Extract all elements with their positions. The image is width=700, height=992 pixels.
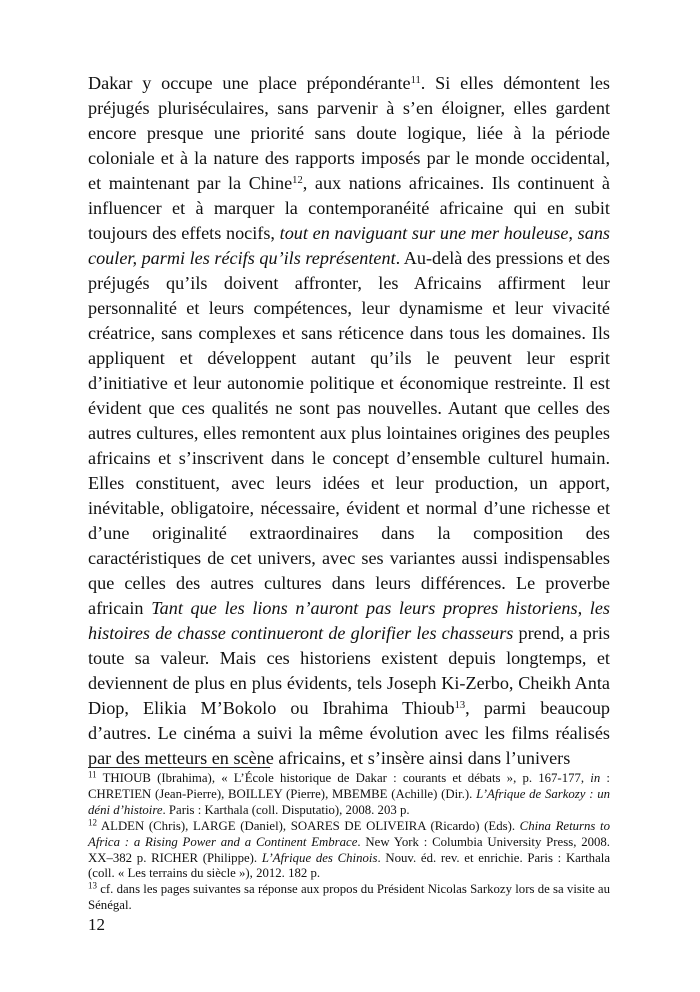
body-text-run: Dakar y occupe une place prépondérante (88, 73, 411, 93)
footnote-text: . Nouv. éd. rev. et enrichie. Paris : Karthala (coll. « Les terrains du siècle »), 2012. 182 p. (88, 850, 610, 881)
footnote-text: . Paris : Karthala (coll. Disputatio), 2008. 203 p. (162, 802, 410, 817)
body-text-run: , parmi beaucoup d’autres. Le cinéma a suivi la même évolution avec les films réalisés par des metteurs en scène africains, et s’insère ainsi dans l’univers (88, 698, 611, 768)
footnote-number: 12 (88, 817, 97, 828)
footnote-number: 11 (88, 769, 97, 780)
footnote-ref-11: 11 (410, 75, 421, 87)
footnote-13 (88, 882, 610, 914)
italic-proverb: Tant que les lions n’auront pas leurs propres historiens, les histoires de chasse continueront de glorifier les chasseurs (88, 598, 611, 643)
footnote-italic: L’Afrique des Chinois (261, 850, 378, 865)
footnote-ref-12: 12 (292, 175, 303, 187)
body-text-run: , aux nations africaines. Ils continuent à influencer et à marquer la contemporanéité africaine qui en subit toujours des effets nocifs, (88, 173, 610, 243)
body-paragraph (88, 71, 610, 771)
footnote-text: THIOUB (Ibrahima), « L’École historique de Dakar : courants et débats », p. 167-177, (96, 771, 591, 785)
body-text-run: . Si elles démontent les préjugés pluriséculaires, sans parvenir à s’en éloigner, elles gardent encore presque une priorité sans doute logique, liée à la période coloniale et à la nature des rapports imposés par le monde occidental, et maintenant par la Chine (88, 73, 610, 193)
footnotes (88, 771, 610, 914)
footnote-12 (88, 819, 610, 883)
footnote-italic: in (590, 771, 601, 785)
footnote-italic: China Returns to Africa : a Rising Power and a Continent Embrace (88, 818, 610, 849)
footnote-text: . New York : Columbia University Press, 2008. XX–382 p. RICHER (Philippe). (88, 834, 610, 865)
body-text-run: prend, a pris toute sa valeur. Mais ces historiens existent depuis longtemps, et deviennent de plus en plus évidents, tels Joseph Ki-Zerbo, Cheikh Anta Diop, Elikia M’Bokolo ou Ibrahima Thioub (88, 623, 611, 718)
page-number: 12 (88, 915, 105, 934)
body-text-run: . Au-delà des pressions et des préjugés qu’ils doivent affronter, les Africains affirment leur personnalité et leurs compétences, leur dynamisme et leur vivacité créatrice, sans complexes et sans réticence dans tous les domaines. Ils appliquent et développent autant qu’ils le peuvent leur esprit d’initiative et leur autonomie politique et économique restreinte. Il est évident que ces qualités ne sont pas nouvelles. Autant que celles des autres cultures, elles remontent aux plus lointaines origines des peuples africains et s’inscrivent dans le concept d’ensemble culturel humain. Elles constituent, avec leurs idées et leur production, un apport, inévitable, obligatoire, nécessaire, évident et normal d’une richesse et d’une originalité extraordinaires dans la composition des caractéristiques de cet univers, avec ses variantes aussi indispensables que celles des autres cultures dans leurs différences. Le proverbe africain (88, 248, 610, 618)
footnote-text: cf. dans les pages suivantes sa réponse aux propos du Président Nicolas Sarkozy lors de sa visite au Sénégal. (88, 882, 610, 913)
footnote-text: : CHRETIEN (Jean-Pierre), BOILLEY (Pierre), MBEMBE (Achille) (Dir.). (88, 771, 610, 801)
footnote-text: ALDEN (Chris), LARGE (Daniel), SOARES DE OLIVEIRA (Ricardo) (Eds). (96, 818, 520, 833)
footnote-italic: L’Afrique de Sarkozy : un déni d’histoire (88, 786, 610, 817)
footnote-separator (88, 767, 270, 768)
footnote-ref-13: 13 (454, 700, 466, 712)
footnote-number: 13 (88, 880, 97, 891)
footnote-11 (88, 771, 610, 819)
italic-quote: tout en naviguant sur une mer houleuse, sans couler, parmi les récifs qu’ils représentent (88, 223, 610, 268)
